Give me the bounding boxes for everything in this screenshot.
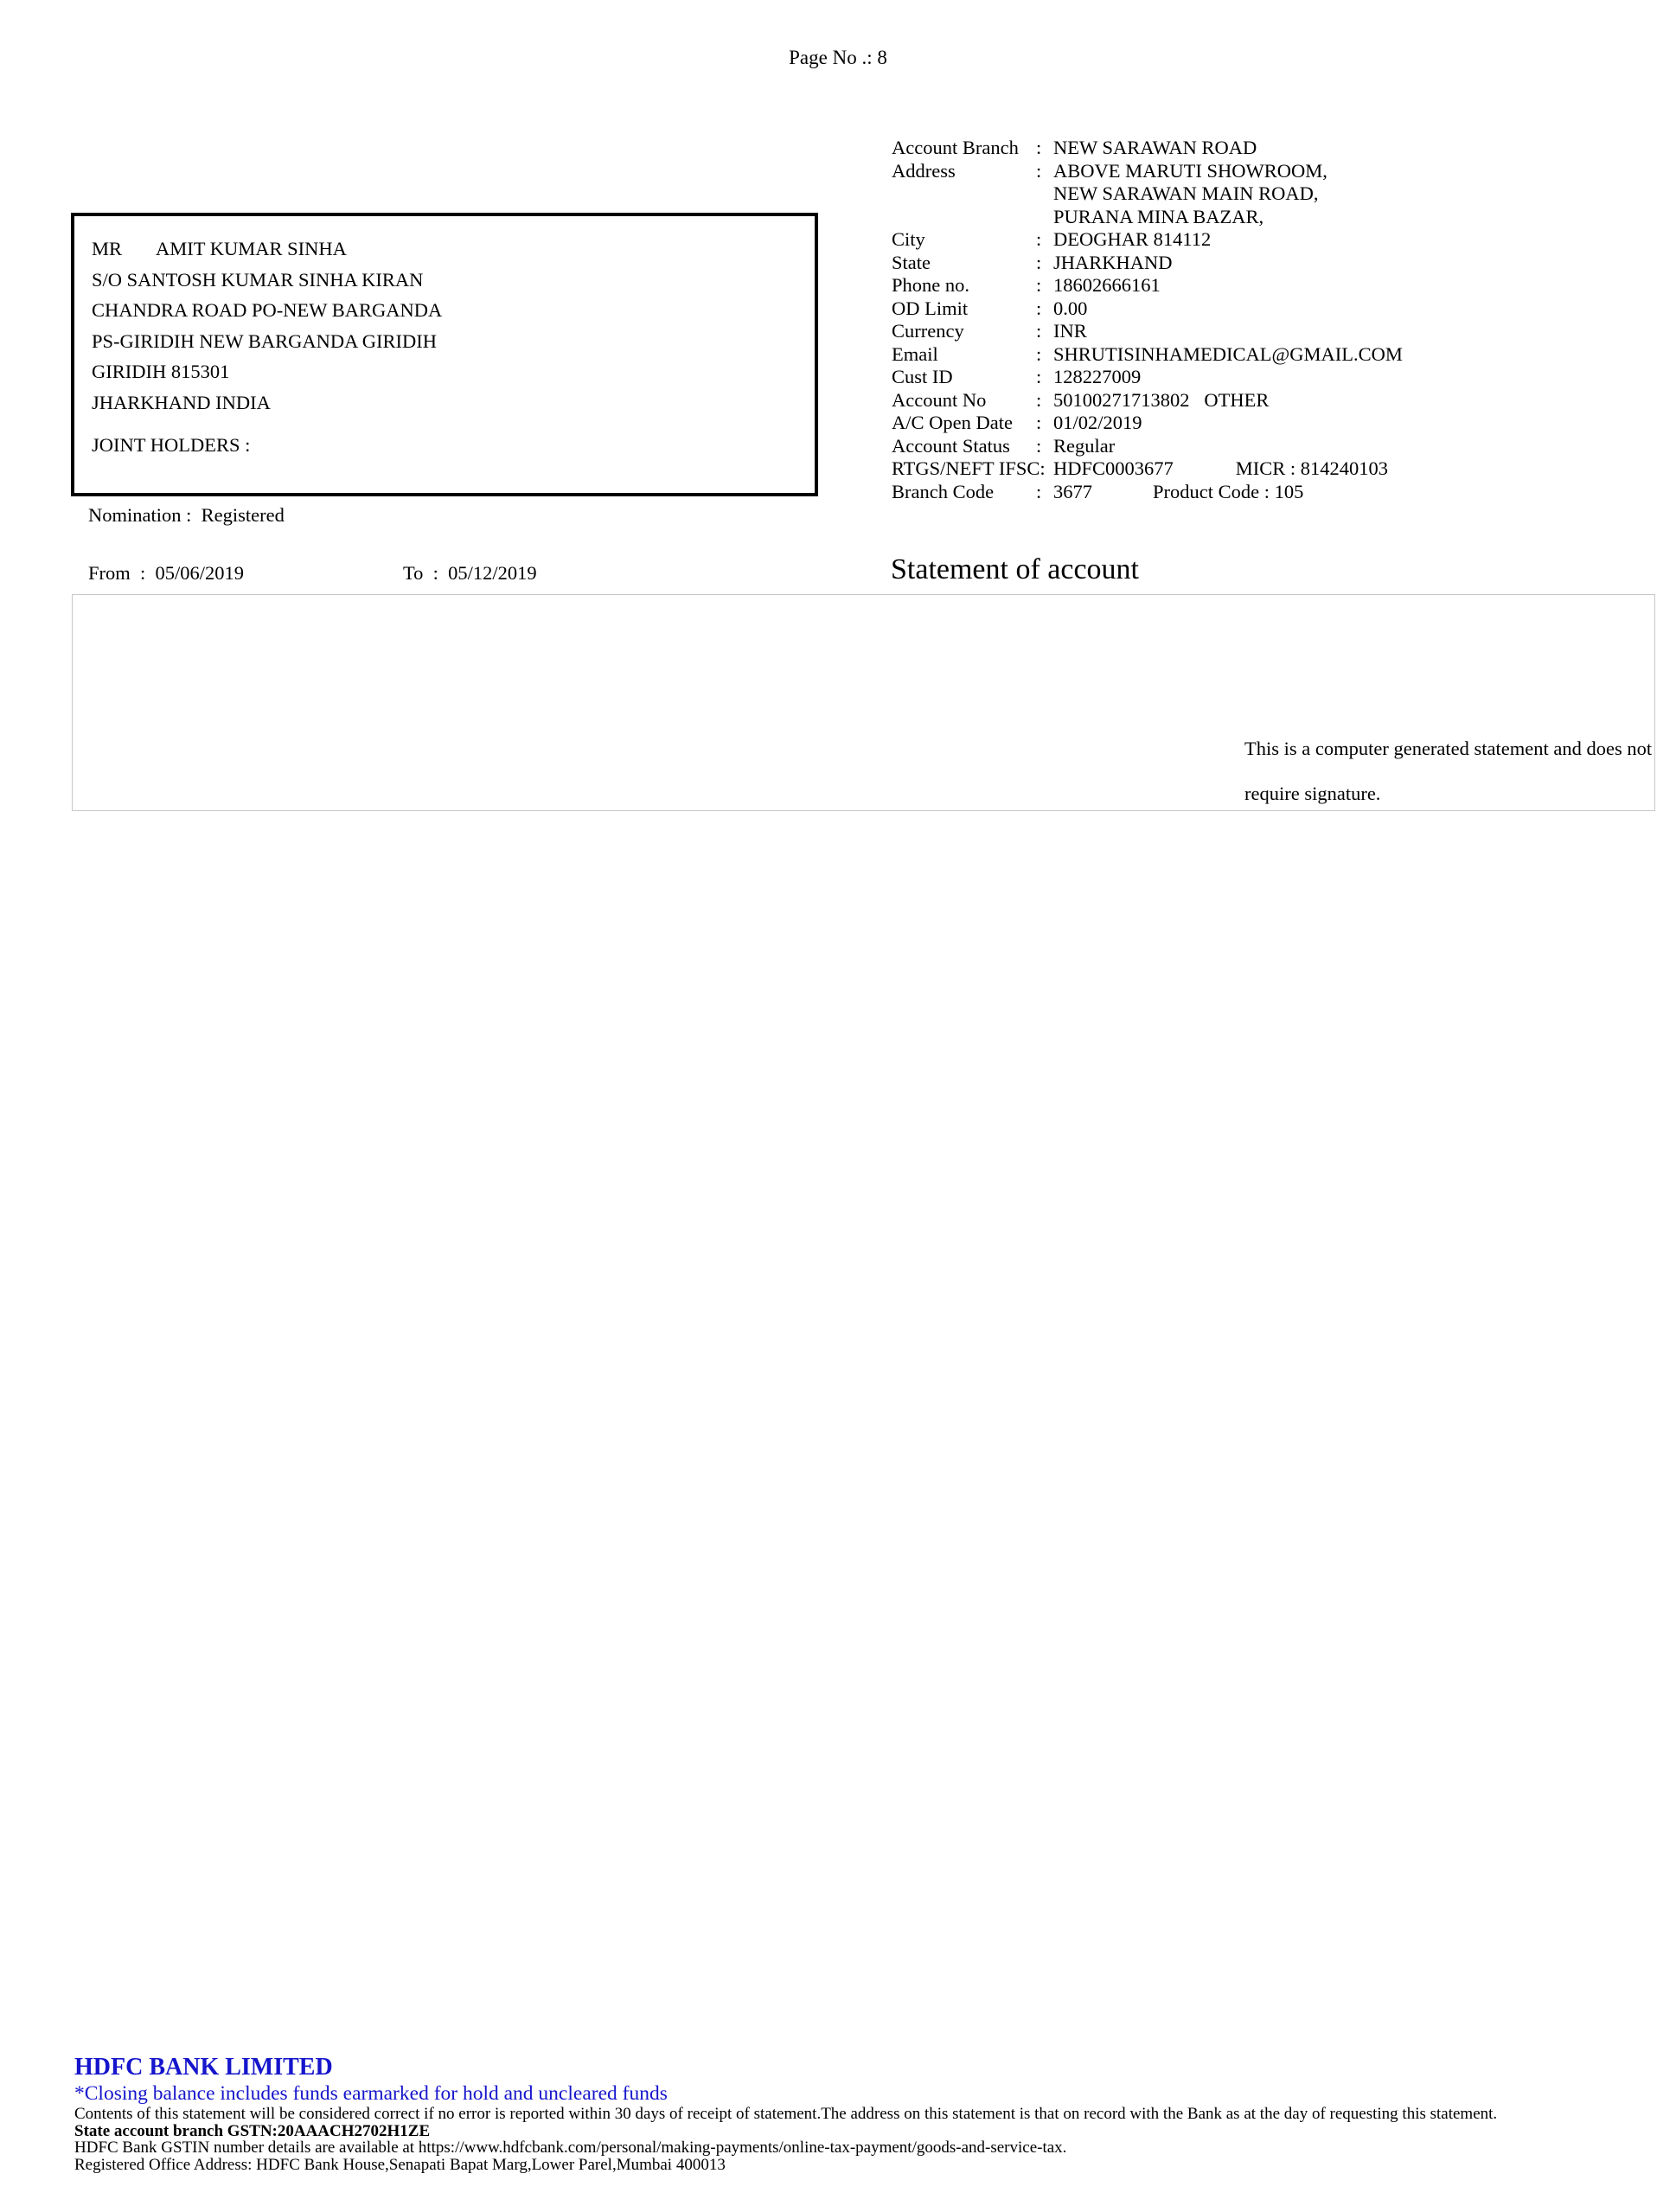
customer-address-box bbox=[71, 213, 818, 496]
account-branch-row bbox=[892, 137, 1403, 160]
field-sep: : bbox=[1036, 137, 1042, 158]
cust-id-row bbox=[892, 366, 1403, 389]
field-label: State bbox=[892, 251, 931, 273]
field-value: INR bbox=[1053, 320, 1087, 342]
field-label: Phone no. bbox=[892, 274, 969, 296]
field-label: Cust ID bbox=[892, 366, 953, 387]
address-line: JHARKHAND INDIA bbox=[92, 391, 271, 413]
field-label: Currency bbox=[892, 320, 964, 342]
address-line: CHANDRA ROAD PO-NEW BARGANDA bbox=[92, 299, 443, 321]
contents-note: Contents of this statement will be considered correct if no error is reported within 30 days of receipt of statement.The address on this statement is that on record with the Bank as at the day of requesting this statement. bbox=[74, 2105, 1498, 2123]
micr-value: MICR : 814240103 bbox=[1235, 457, 1389, 479]
field-label bbox=[892, 206, 1036, 229]
ifsc-label: RTGS/NEFT IFSC: bbox=[892, 457, 1046, 479]
field-sep: : bbox=[1036, 342, 1042, 365]
ifsc-value: HDFC0003677 bbox=[1053, 457, 1174, 479]
field-label: Account No bbox=[892, 388, 987, 411]
account-no-row bbox=[892, 389, 1403, 412]
joint-holders: JOINT HOLDERS : bbox=[92, 434, 251, 456]
field-label: Account Branch bbox=[892, 137, 1019, 158]
bank-name: HDFC BANK LIMITED bbox=[74, 2054, 333, 2081]
field-sep: : bbox=[1036, 388, 1042, 411]
field-value: 18602666161 bbox=[1053, 274, 1161, 296]
currency-row bbox=[892, 320, 1403, 343]
field-value: 128227009 bbox=[1053, 366, 1142, 387]
gstn-note: State account branch GSTN:20AAACH2702H1ZE bbox=[74, 2121, 431, 2140]
nomination: Nomination : Registered bbox=[88, 504, 285, 526]
field-sep: : bbox=[1036, 297, 1042, 319]
address-line: S/O SANTOSH KUMAR SINHA KIRAN bbox=[92, 268, 424, 291]
field-label: Branch Code bbox=[892, 480, 995, 502]
customer-address bbox=[92, 233, 442, 418]
field-value: 01/02/2019 bbox=[1053, 412, 1142, 433]
customer-name: AMIT KUMAR SINHA bbox=[156, 238, 347, 259]
statement-title: Statement of account bbox=[891, 553, 1140, 585]
footer bbox=[74, 2054, 1605, 2173]
email-row bbox=[892, 343, 1403, 367]
address-row-2 bbox=[892, 182, 1403, 206]
field-sep: : bbox=[1036, 274, 1042, 296]
branch-code-row bbox=[892, 481, 1403, 504]
field-sep: : bbox=[1036, 159, 1042, 182]
field-value: 50100271713802 OTHER bbox=[1053, 388, 1270, 411]
field-sep: : bbox=[1036, 228, 1042, 250]
address-row-3 bbox=[892, 206, 1403, 229]
field-sep: : bbox=[1036, 320, 1042, 342]
registered-office-address: Registered Office Address: HDFC Bank House,Senapati Bapat Marg,Lower Parel,Mumbai 400013 bbox=[74, 2155, 726, 2174]
field-sep: : bbox=[1036, 251, 1042, 273]
field-sep: : bbox=[1036, 480, 1042, 502]
open-date-row bbox=[892, 412, 1403, 435]
field-label: A/C Open Date bbox=[892, 412, 1013, 433]
period-to: To : 05/12/2019 bbox=[403, 562, 537, 584]
address-line: PS-GIRIDIH NEW BARGANDA GIRIDIH bbox=[92, 329, 437, 352]
account-info bbox=[892, 137, 1403, 503]
branch-code-value: 3677 bbox=[1053, 480, 1092, 502]
field-label: Account Status bbox=[892, 434, 1010, 457]
address-row bbox=[892, 160, 1403, 183]
product-code-value: Product Code : 105 bbox=[1153, 480, 1304, 502]
od-limit-row bbox=[892, 297, 1403, 321]
field-label bbox=[892, 182, 1036, 206]
closing-balance-note: *Closing balance includes funds earmarked for hold and uncleared funds bbox=[74, 2082, 668, 2105]
field-value: PURANA MINA BAZAR, bbox=[1053, 205, 1264, 227]
address-line: GIRIDIH 815301 bbox=[92, 361, 230, 382]
page-number: Page No .: 8 bbox=[789, 47, 887, 68]
ifsc-row bbox=[892, 457, 1403, 481]
field-sep: : bbox=[1036, 366, 1042, 387]
field-label: OD Limit bbox=[892, 297, 969, 319]
field-label: Address bbox=[892, 159, 956, 182]
account-status-row bbox=[892, 435, 1403, 458]
gstin-details-note: HDFC Bank GSTIN number details are available at https://www.hdfcbank.com/personal/making-payments/online-tax-payment/goods-and-service-tax. bbox=[74, 2138, 1067, 2157]
state-row bbox=[892, 252, 1403, 275]
field-value: DEOGHAR 814112 bbox=[1053, 228, 1212, 250]
field-sep: : bbox=[1036, 412, 1042, 433]
field-value: ABOVE MARUTI SHOWROOM, bbox=[1053, 159, 1327, 182]
field-sep bbox=[1036, 206, 1053, 229]
field-value: NEW SARAWAN MAIN ROAD, bbox=[1053, 182, 1319, 204]
field-sep bbox=[1036, 182, 1053, 206]
customer-name-line bbox=[92, 233, 442, 265]
city-row bbox=[892, 228, 1403, 252]
field-sep: : bbox=[1036, 434, 1042, 457]
field-value: 0.00 bbox=[1053, 297, 1088, 319]
phone-row bbox=[892, 274, 1403, 297]
computer-generated-note: This is a computer generated statement and does not require signature. bbox=[1244, 738, 1653, 804]
period-from: From : 05/06/2019 bbox=[88, 562, 245, 584]
field-value: JHARKHAND bbox=[1053, 251, 1173, 273]
field-value: NEW SARAWAN ROAD bbox=[1053, 137, 1257, 158]
field-label: City bbox=[892, 228, 925, 250]
statement-box bbox=[72, 594, 1655, 811]
field-value: Regular bbox=[1053, 434, 1116, 457]
field-label: Email bbox=[892, 342, 938, 365]
customer-honorific: MR bbox=[92, 238, 123, 259]
field-value: SHRUTISINHAMEDICAL@GMAIL.COM bbox=[1053, 342, 1403, 365]
